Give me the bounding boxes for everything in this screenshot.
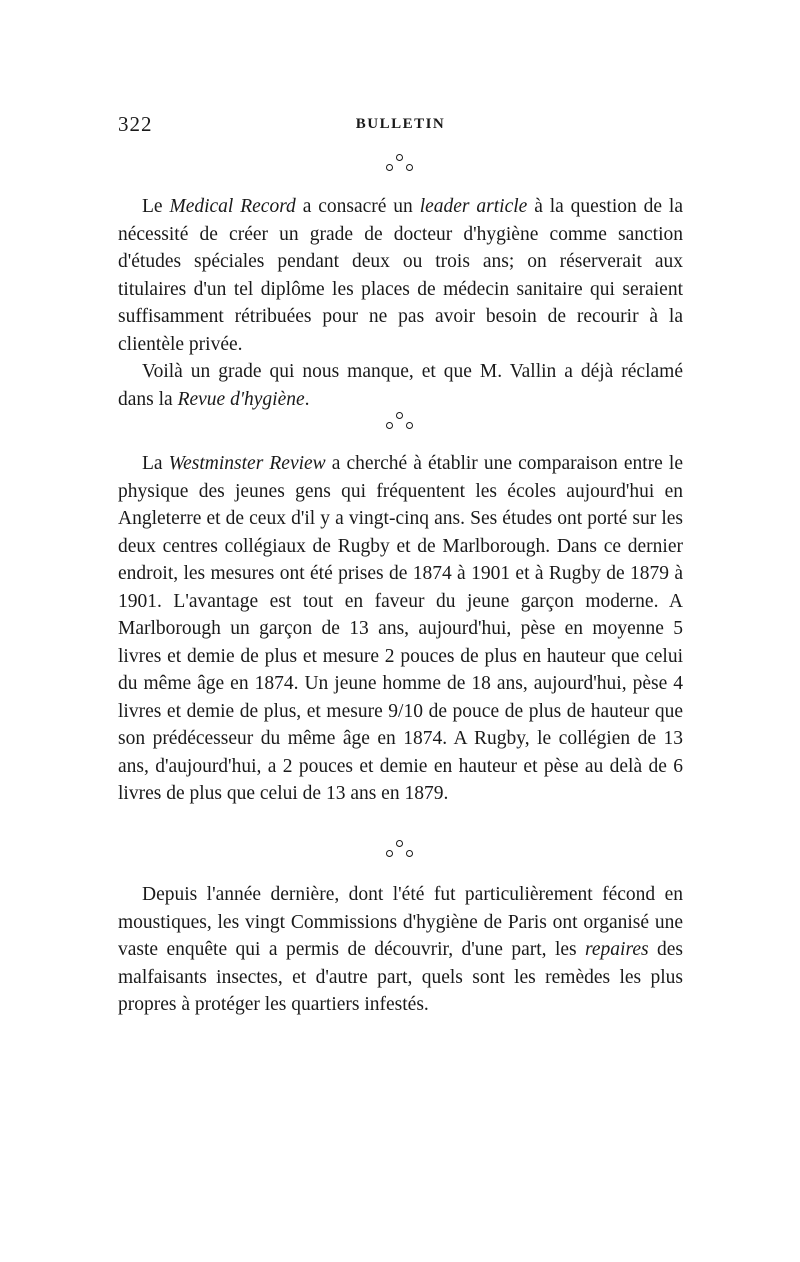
journal-title: Revue d'hygiène xyxy=(177,388,305,410)
section-divider-icon xyxy=(383,154,417,178)
italic-term: repaires xyxy=(585,939,649,960)
section-westminster-review xyxy=(118,450,683,808)
section-medical-record xyxy=(118,193,683,413)
journal-title: Medical Record xyxy=(169,196,296,217)
paragraph: La Westminster Review a cherché à établir une comparaison entre le physique des jeunes gens qui fréquentent les écoles aujourd'hui en Angleterre et de ceux d'il y a vingt-cinq ans. Ses études ont porté sur les deux centres collégiaux de Rugby et de Marlborough. Dans ce dernier endroit, les mesures ont été prises de 1874 à 1901 et à Rugby de 1879 à 1901. L'avantage est tout en faveur du jeune garçon moderne. A Marlborough un garçon de 13 ans, aujourd'hui, pèse en moyenne 5 livres et demie de plus et mesure 2 pouces de plus en hauteur que celui du même âge en 1874. Un jeune homme de 18 ans, aujourd'hui, pèse 4 livres et demie de plus, et mesure 9/10 de pouce de plus de hauteur que son prédécesseur du même âge en 1874. A Rugby, le collégien de 13 ans, d'aujourd'hui, a 2 pouces et demie en hauteur et pèse au delà de 6 livres de plus que celui de 13 ans en 1879. xyxy=(118,453,683,804)
page-header xyxy=(118,112,683,142)
paragraph: Voilà un grade qui nous manque, et que M. Vallin a déjà réclamé dans la Revue d'hygiène. xyxy=(118,361,683,410)
section-divider-icon xyxy=(383,840,417,864)
journal-title: Westminster Review xyxy=(168,453,326,474)
running-head: BULLETIN xyxy=(355,116,446,132)
paragraph: Depuis l'année dernière, dont l'été fut particulièrement fécond en moustiques, les vingt Commissions d'hygiène de Paris ont organisé une vaste enquête qui a permis de découvrir, d'une part, les repaires des malfaisants insectes, et d'autre part, quels sont les remèdes les plus propres à protéger les quartiers infestés. xyxy=(118,884,683,1015)
italic-term: leader article xyxy=(419,196,528,217)
paragraph: Le Medical Record a consacré un leader article à la question de la nécessité de créer un grade de docteur d'hygiène comme sanction d'études spéciales pendant deux ou trois ans; on réserverait aux titulaires d'un tel diplôme les places de médecin sanitaire qui seraient suffisamment rétribuées pour ne pas avoir besoin de recourir à la clientèle privée. xyxy=(118,196,683,355)
page-number: 322 xyxy=(118,112,153,136)
section-moustiques xyxy=(118,881,683,1019)
section-divider-icon xyxy=(383,412,417,436)
